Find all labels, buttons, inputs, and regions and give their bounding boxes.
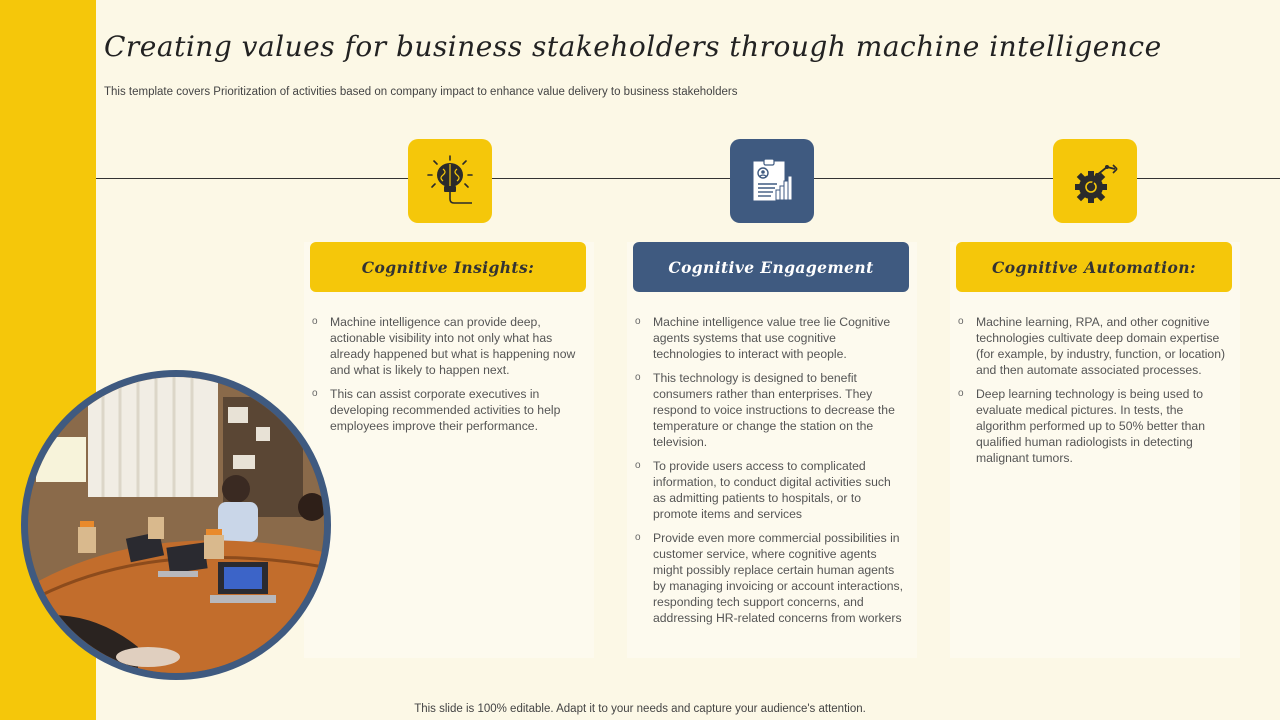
list-item: o Machine learning, RPA, and other cognitive technologies cultivate deep domain expertise (for example, by industry, function, or location) and then automate associated processes.: [958, 315, 1226, 377]
robotic-arm-gear-icon-box: [1053, 139, 1137, 223]
card-cognitive-engagement: [627, 242, 917, 658]
card-header: Cognitive Insights:: [310, 242, 586, 292]
profile-report-icon-box: [730, 139, 814, 223]
bullet-list: [312, 314, 584, 442]
brain-bulb-icon-box: [408, 139, 492, 223]
card-header: Cognitive Engagement: [633, 242, 909, 292]
slide-footer: This slide is 100% editable. Adapt it to your needs and capture your audience's attention.: [414, 703, 866, 715]
brain-bulb-icon: [424, 153, 476, 209]
list-item: o This can assist corporate executives in developing recommended activities to help employees improve their performance.: [312, 387, 561, 433]
list-item: o To provide users access to complicated information, to conduct digital activities such as admitting patients to hospitals, or to promote items and services: [635, 459, 891, 521]
card-cognitive-insights: [304, 242, 594, 658]
slide-subtitle: This template covers Prioritization of activities based on company impact to enhance value delivery to business stakeholders: [104, 86, 738, 98]
list-item: o Machine intelligence value tree lie Cognitive agents systems that use cognitive technologies to interact with people.: [635, 315, 891, 361]
list-item: o Deep learning technology is being used to evaluate medical pictures. In tests, the algorithm performed up to 50% better than qualified human radiologists in detecting malignant tumors.: [958, 387, 1205, 465]
robotic-arm-gear-icon: [1069, 155, 1121, 207]
bullet-list: [635, 314, 907, 634]
list-item: o Machine intelligence can provide deep, actionable visibility into not only what has already happened but what is happening now and what is likely to happen next.: [312, 315, 576, 377]
meeting-room-illustration: [28, 377, 324, 673]
card-cognitive-automation: [950, 242, 1240, 658]
bullet-list: [958, 314, 1230, 474]
list-item: o Provide even more commercial possibilities in customer service, where cognitive agents might possibly replace certain human agents by managing invoicing or account interactions, responding tech support concerns, and addressing HR-related concerns from workers: [635, 531, 903, 625]
meeting-photo: [21, 370, 331, 680]
profile-report-chart-icon: [747, 156, 797, 206]
list-item: o This technology is designed to benefit consumers rather than enterprises. They respond to voice instructions to decrease the temperature or change the station on the television.: [635, 371, 895, 449]
card-header: Cognitive Automation:: [956, 242, 1232, 292]
slide-title: Creating values for business stakeholders through machine intelligence: [104, 30, 1162, 63]
